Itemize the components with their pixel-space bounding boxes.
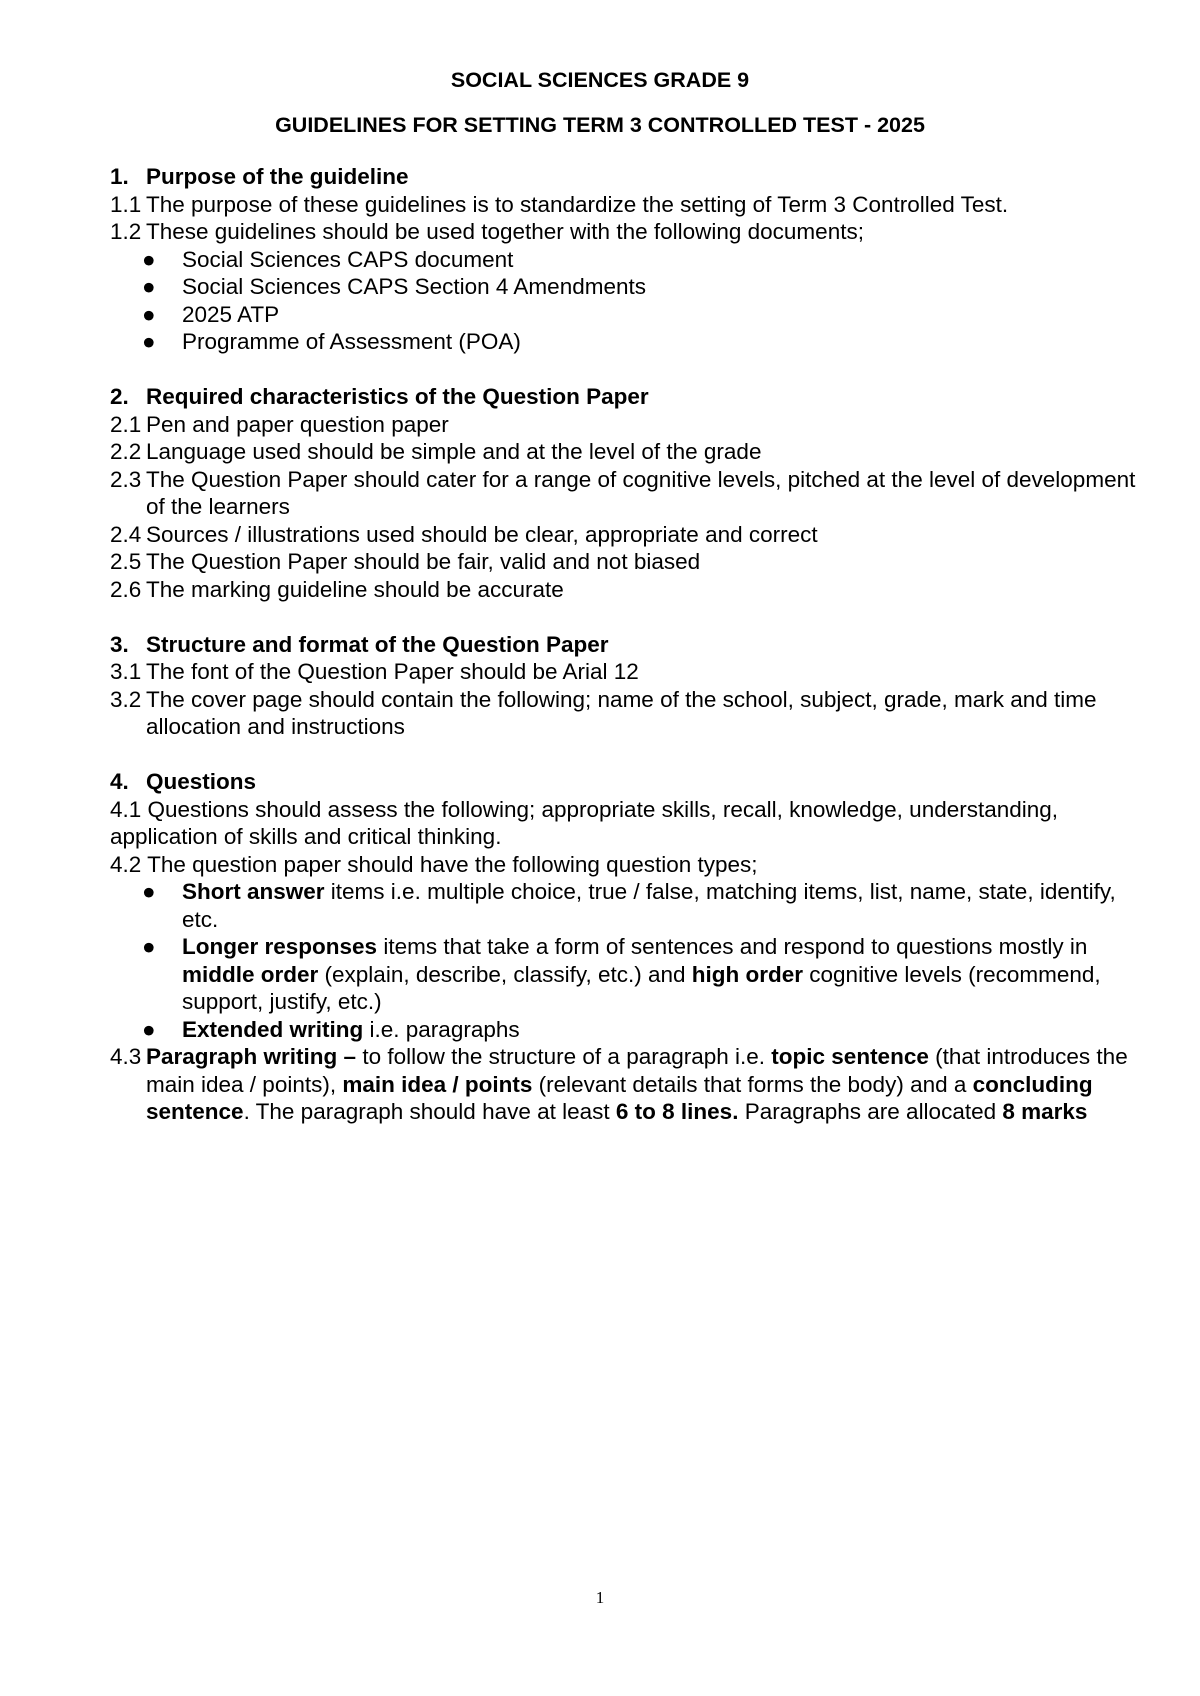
- bullet-item: ● Social Sciences CAPS document: [110, 246, 1150, 274]
- document-body: [110, 163, 1150, 1126]
- item-1-1: 1.1 The purpose of these guidelines is to standardize the setting of Term 3 Controlled Test.: [110, 191, 1009, 217]
- item-1-2: 1.2 These guidelines should be used together with the following documents;: [110, 219, 864, 244]
- bullet-icon: ●: [142, 879, 156, 904]
- bullet-icon: ●: [142, 301, 156, 327]
- bullet-icon: ●: [142, 329, 156, 354]
- item-4-2: 4.2 The question paper should have the following question types;: [110, 851, 758, 877]
- document-subtitle: GUIDELINES FOR SETTING TERM 3 CONTROLLED TEST - 2025: [275, 113, 925, 137]
- document-title: SOCIAL SCIENCES GRADE 9: [450, 68, 750, 92]
- item-2-1: 2.1 Pen and paper question paper: [110, 411, 449, 437]
- item-2-3: 2.3 The Question Paper should cater for a range of cognitive levels, pitched at the level of development of the learners: [110, 466, 1136, 519]
- item-2-2: 2.2 Language used should be simple and at the level of the grade: [110, 439, 762, 464]
- bullet-icon: ●: [142, 246, 156, 272]
- bullet-icon: ●: [142, 274, 156, 299]
- item-2-6: 2.6 The marking guideline should be accurate: [110, 576, 564, 602]
- section-2-heading: 2. Required characteristics of the Question Paper: [110, 384, 649, 409]
- bullet-item: ● Programme of Assessment (POA): [110, 328, 1150, 356]
- page-number: 1: [595, 1588, 605, 1607]
- bullet-item: ● 2025 ATP: [110, 301, 1150, 329]
- item-4-3: 4.3 Paragraph writing – to follow the structure of a paragraph i.e. topic sentence (that introduces the main idea / points), main idea / points (relevant details that forms the body) and a concluding sentence. The paragraph should have at least 6 to 8 lines. Paragraphs are allocated 8 marks: [110, 1044, 1128, 1124]
- section-4-heading: 4. Questions: [110, 769, 257, 794]
- section-1-heading: 1. Purpose of the guideline: [110, 164, 409, 189]
- item-2-5: 2.5 The Question Paper should be fair, valid and not biased: [110, 549, 701, 574]
- bullet-item-extended-writing: ● Extended writing i.e. paragraphs: [110, 1016, 1150, 1044]
- bullet-item-short-answer: ● Short answer items i.e. multiple choice, true / false, matching items, list, name, state, identify, etc.: [110, 878, 1150, 933]
- item-2-4: 2.4 Sources / illustrations used should be clear, appropriate and correct: [110, 521, 818, 547]
- item-4-1: 4.1 Questions should assess the following; appropriate skills, recall, knowledge, understanding, application of skills and critical thinking.: [110, 796, 1059, 849]
- bullet-icon: ●: [142, 1016, 156, 1042]
- bullet-item-longer-responses: ● Longer responses items that take a form of sentences and respond to questions mostly in middle order (explain, describe, classify, etc.) and high order cognitive levels (recommend, support, justify, etc.): [110, 933, 1150, 1016]
- item-3-1: 3.1 The font of the Question Paper should be Arial 12: [110, 659, 639, 684]
- bullet-item: ● Social Sciences CAPS Section 4 Amendments: [110, 273, 1150, 301]
- item-3-2: 3.2 The cover page should contain the following; name of the school, subject, grade, mark and time allocation and instructions: [110, 686, 1097, 739]
- bullet-icon: ●: [142, 934, 156, 959]
- section-3-heading: 3. Structure and format of the Question Paper: [110, 631, 609, 657]
